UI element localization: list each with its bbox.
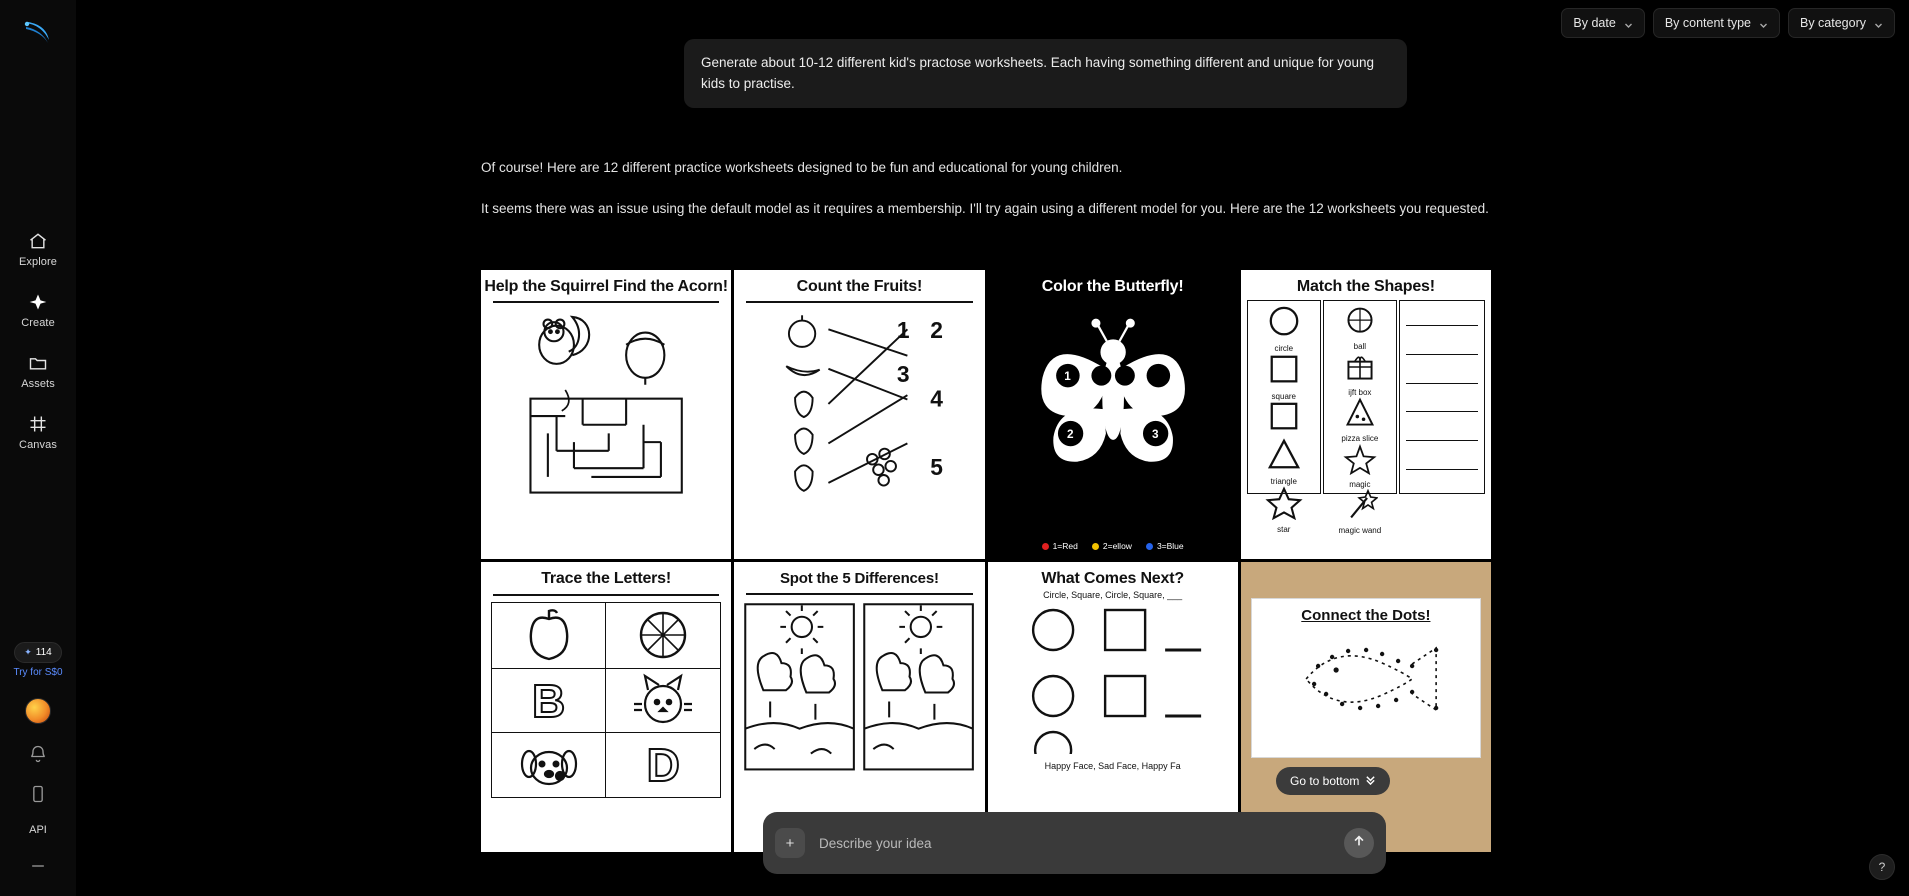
- sidebar-item-canvas[interactable]: [0, 414, 76, 451]
- pattern-footer: Happy Face, Sad Face, Happy Fa: [1044, 760, 1181, 771]
- worksheet-title: Count the Fruits!: [796, 278, 923, 295]
- trace-grid: [491, 602, 721, 798]
- shape-label: ijft box: [1348, 388, 1372, 398]
- trace-letter: D: [646, 739, 680, 792]
- scene-right: [862, 602, 975, 772]
- spark-icon: ✦: [24, 647, 32, 657]
- legend-label: 2=ellow: [1102, 541, 1132, 552]
- worksheet-card-what-comes-next[interactable]: [988, 562, 1238, 851]
- go-to-bottom-button[interactable]: [1276, 767, 1390, 795]
- triangle-shape-icon: [1265, 438, 1303, 472]
- gift-box-icon: [1342, 351, 1378, 383]
- filter-label: By date: [1573, 16, 1616, 30]
- worksheet-card-color-butterfly[interactable]: [988, 270, 1238, 559]
- svg-text:2: 2: [930, 317, 944, 344]
- avatar[interactable]: [25, 698, 51, 724]
- worksheet-title: Connect the Dots!: [1301, 607, 1431, 625]
- cat-icon: [632, 672, 694, 730]
- filter-label: By category: [1799, 16, 1866, 30]
- square-shape-icon: [1265, 353, 1303, 387]
- sidebar-item-label: Assets: [21, 378, 55, 390]
- worksheet-title: Spot the 5 Differences!: [779, 570, 939, 588]
- beachball-icon: [633, 605, 693, 665]
- home-icon: [28, 231, 48, 251]
- assistant-message: [481, 158, 1491, 240]
- arrow-up-icon: [1352, 834, 1366, 853]
- svg-text:3: 3: [1151, 428, 1159, 442]
- composer-bar[interactable]: [763, 812, 1386, 874]
- legend-label: 3=Blue: [1156, 541, 1184, 552]
- try-for-free-link[interactable]: Try for S$0: [13, 667, 63, 678]
- butterfly-illustration: [988, 296, 1238, 486]
- credits-badge[interactable]: [14, 642, 62, 663]
- sidebar-item-label: Explore: [19, 256, 57, 268]
- sparkle-diamond-icon: [28, 292, 48, 312]
- title-divider: [493, 594, 719, 596]
- worksheet-title: What Comes Next?: [1041, 570, 1184, 588]
- filter-label: By content type: [1664, 16, 1751, 30]
- plus-icon[interactable]: +: [775, 828, 805, 858]
- sidebar-item-explore[interactable]: [0, 231, 76, 268]
- worksheet-grid: [481, 270, 1491, 852]
- worksheet-card-maze[interactable]: [481, 270, 731, 559]
- shape-label: pizza slice: [1341, 434, 1379, 444]
- legend-item: [1092, 541, 1132, 551]
- svg-text:3: 3: [897, 361, 910, 388]
- svg-text:1: 1: [897, 317, 910, 344]
- legend-swatch: [1092, 543, 1099, 550]
- shapes-column-middle: [1323, 300, 1397, 536]
- shapes-column-left: [1247, 300, 1321, 535]
- fish-dots-illustration: [1252, 624, 1480, 734]
- bell-icon[interactable]: [28, 744, 48, 764]
- chevrons-down-icon: [1365, 774, 1376, 788]
- canvas-grid-icon: [28, 414, 48, 434]
- assistant-paragraph: Of course! Here are 12 different practice worksheets designed to be fun and educational for young children.: [481, 160, 1123, 175]
- shape-label: star: [1277, 525, 1291, 535]
- worksheet-title: Help the Squirrel Find the Acorn!: [484, 278, 728, 295]
- worksheet-card-match-shapes[interactable]: [1241, 270, 1491, 559]
- folder-icon: [28, 353, 48, 373]
- star-shape-icon: [1265, 486, 1303, 520]
- worksheet-card-count-fruits[interactable]: [734, 270, 984, 559]
- dog-icon: [518, 736, 580, 794]
- describe-your-idea-input[interactable]: [805, 836, 1344, 851]
- bird-logo-icon[interactable]: [16, 12, 60, 56]
- pizza-slice-icon: [1342, 397, 1378, 429]
- question-mark-icon: ?: [1878, 860, 1886, 874]
- sidebar-item-create[interactable]: [0, 292, 76, 329]
- sidebar-item-assets[interactable]: [0, 353, 76, 390]
- magic-wand-icon: [1342, 489, 1378, 521]
- svg-text:5: 5: [930, 454, 944, 481]
- mobile-device-icon[interactable]: [28, 784, 48, 804]
- legend-swatch: [1042, 543, 1049, 550]
- sidebar-bottom: [0, 642, 76, 896]
- worksheet-title: Match the Shapes!: [1296, 278, 1435, 295]
- send-button[interactable]: [1344, 828, 1374, 858]
- chat-area: [76, 0, 1909, 896]
- sidebar-item-label: Canvas: [19, 439, 57, 451]
- circle-shape-icon: [1265, 305, 1303, 339]
- shape-label: square: [1271, 392, 1297, 402]
- collapse-icon[interactable]: [28, 856, 48, 876]
- legend-label: 1=Red: [1052, 541, 1078, 552]
- assistant-paragraph: It seems there was an issue using the default model as it requires a membership. I'll try again using a different model for you. Here are the 12 worksheets you requested.: [481, 200, 1489, 216]
- api-link[interactable]: API: [29, 824, 47, 836]
- help-button[interactable]: [1869, 854, 1895, 880]
- trace-letter: B: [531, 674, 566, 727]
- count-match-illustration: [734, 303, 984, 518]
- magic-star-icon: [1342, 443, 1378, 475]
- ball-icon: [1342, 305, 1378, 337]
- legend-item: [1042, 541, 1078, 551]
- shapes-column-answer-lines: [1399, 300, 1485, 494]
- square-shape-icon-2: [1265, 401, 1303, 433]
- worksheet-title: Color the Butterfly!: [1041, 278, 1184, 295]
- scene-pair: [743, 602, 975, 772]
- shape-label: triangle: [1270, 477, 1297, 487]
- svg-text:1: 1: [1063, 370, 1071, 384]
- legend-swatch: [1146, 543, 1153, 550]
- svg-text:4: 4: [930, 385, 944, 412]
- credits-count: 114: [35, 647, 52, 658]
- svg-text:2: 2: [1066, 428, 1074, 442]
- sidebar-item-label: Create: [21, 317, 55, 329]
- shape-label: ball: [1353, 342, 1367, 352]
- worksheet-title: Trace the Letters!: [541, 570, 672, 588]
- legend-item: [1146, 541, 1184, 551]
- shape-label: circle: [1274, 344, 1294, 354]
- scene-left: [743, 602, 856, 772]
- worksheet-card-spot-differences[interactable]: [734, 562, 984, 851]
- worksheet-card-connect-dots[interactable]: [1241, 562, 1491, 851]
- go-to-bottom-label: Go to bottom: [1290, 774, 1360, 788]
- sidebar-nav: [0, 231, 76, 451]
- title-divider: [746, 593, 972, 595]
- color-legend: [988, 541, 1238, 551]
- left-sidebar: [0, 0, 76, 896]
- shape-label: magic wand: [1338, 526, 1382, 536]
- shape-label: magic: [1349, 480, 1371, 490]
- maze-illustration: [481, 303, 731, 503]
- worksheet-card-trace-letters[interactable]: [481, 562, 731, 851]
- user-message-bubble: Generate about 10-12 different kid's practose worksheets. Each having something different and unique for young kids to practise.: [684, 39, 1407, 108]
- apple-icon: [519, 605, 579, 665]
- pattern-subtitle: Circle, Square, Circle, Square, ___: [1043, 589, 1183, 600]
- pattern-rows: [988, 604, 1238, 754]
